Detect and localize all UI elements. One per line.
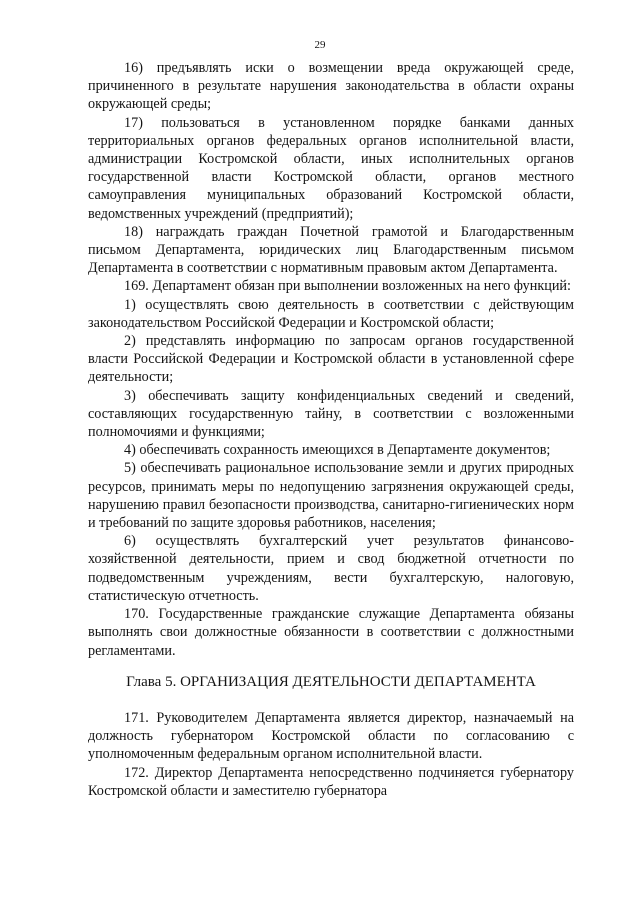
paragraph-169: 169. Департамент обязан при выполнении возложенных на него функций: bbox=[124, 278, 571, 295]
chapter-heading: Глава 5. ОРГАНИЗАЦИЯ ДЕЯТЕЛЬНОСТИ ДЕПАРТАМЕНТА bbox=[126, 673, 536, 690]
paragraph-item-3: 3) обеспечивать защиту конфиденциальных сведений и сведений, составляющих государственную тайну, в соответствии с возложенными полномочиями и функциями; bbox=[88, 387, 574, 441]
document-body bbox=[88, 59, 574, 800]
paragraph-item-2: 2) представлять информацию по запросам органов государственной власти Российской Федерации и Костромской области в установленной сфере деятельности; bbox=[88, 333, 574, 386]
paragraph-172: 172. Директор Департамента непосредственно подчиняется губернатору Костромской области и заместителю губернатора bbox=[88, 764, 574, 799]
paragraph-item-6: 6) осуществлять бухгалтерский учет результатов финансово-хозяйственной деятельности, прием и свод бюджетной отчетности по подведомственным учреждениям, вести бухгалтерскую, налоговую, статистическую отчетность. bbox=[88, 533, 574, 604]
paragraph-item-4: 4) обеспечивать сохранность имеющихся в Департаменте документов; bbox=[124, 442, 551, 459]
paragraph-171: 171. Руководителем Департамента является директор, назначаемый на должность губернатором Костромской области по согласованию с уполномоченным федеральным органом исполнительной власти. bbox=[88, 709, 574, 763]
paragraph-item-5: 5) обеспечивать рациональное использование земли и других природных ресурсов, принимать меры по недопущению загрязнения окружающей среды, нарушению правил безопасности производства, санитарно-гигиенических норм и требований по защите здоровья работников, населения; bbox=[88, 460, 574, 532]
paragraph-item-16: 16) предъявлять иски о возмещении вреда окружающей среде, причиненного в результате нарушения законодательства в области охраны окружающей среды; bbox=[88, 60, 574, 113]
paragraph-item-18: 18) награждать граждан Почетной грамотой и Благодарственным письмом Департамента, юридических лиц Благодарственным письмом Департамента в соответствии с нормативным правовым актом Департамента. bbox=[88, 223, 574, 277]
page-number: 29 bbox=[314, 39, 326, 51]
paragraph-item-1: 1) осуществлять свою деятельность в соответствии с действующим законодательством Российской Федерации и Костромской области; bbox=[88, 296, 574, 331]
paragraph-170: 170. Государственные гражданские служащие Департамента обязаны выполнять свои должностные обязанности в соответствии с должностными регламентами. bbox=[88, 606, 574, 659]
paragraph-item-17: 17) пользоваться в установленном порядке банками данных территориальных органов федеральных органов исполнительной власти, администрации Костромской области, иных исполнительных органов государственной власти Костромской области, органов местного самоуправления муниципальных образований Костромской области, ведомственных учреждений (предприятий); bbox=[88, 114, 574, 222]
